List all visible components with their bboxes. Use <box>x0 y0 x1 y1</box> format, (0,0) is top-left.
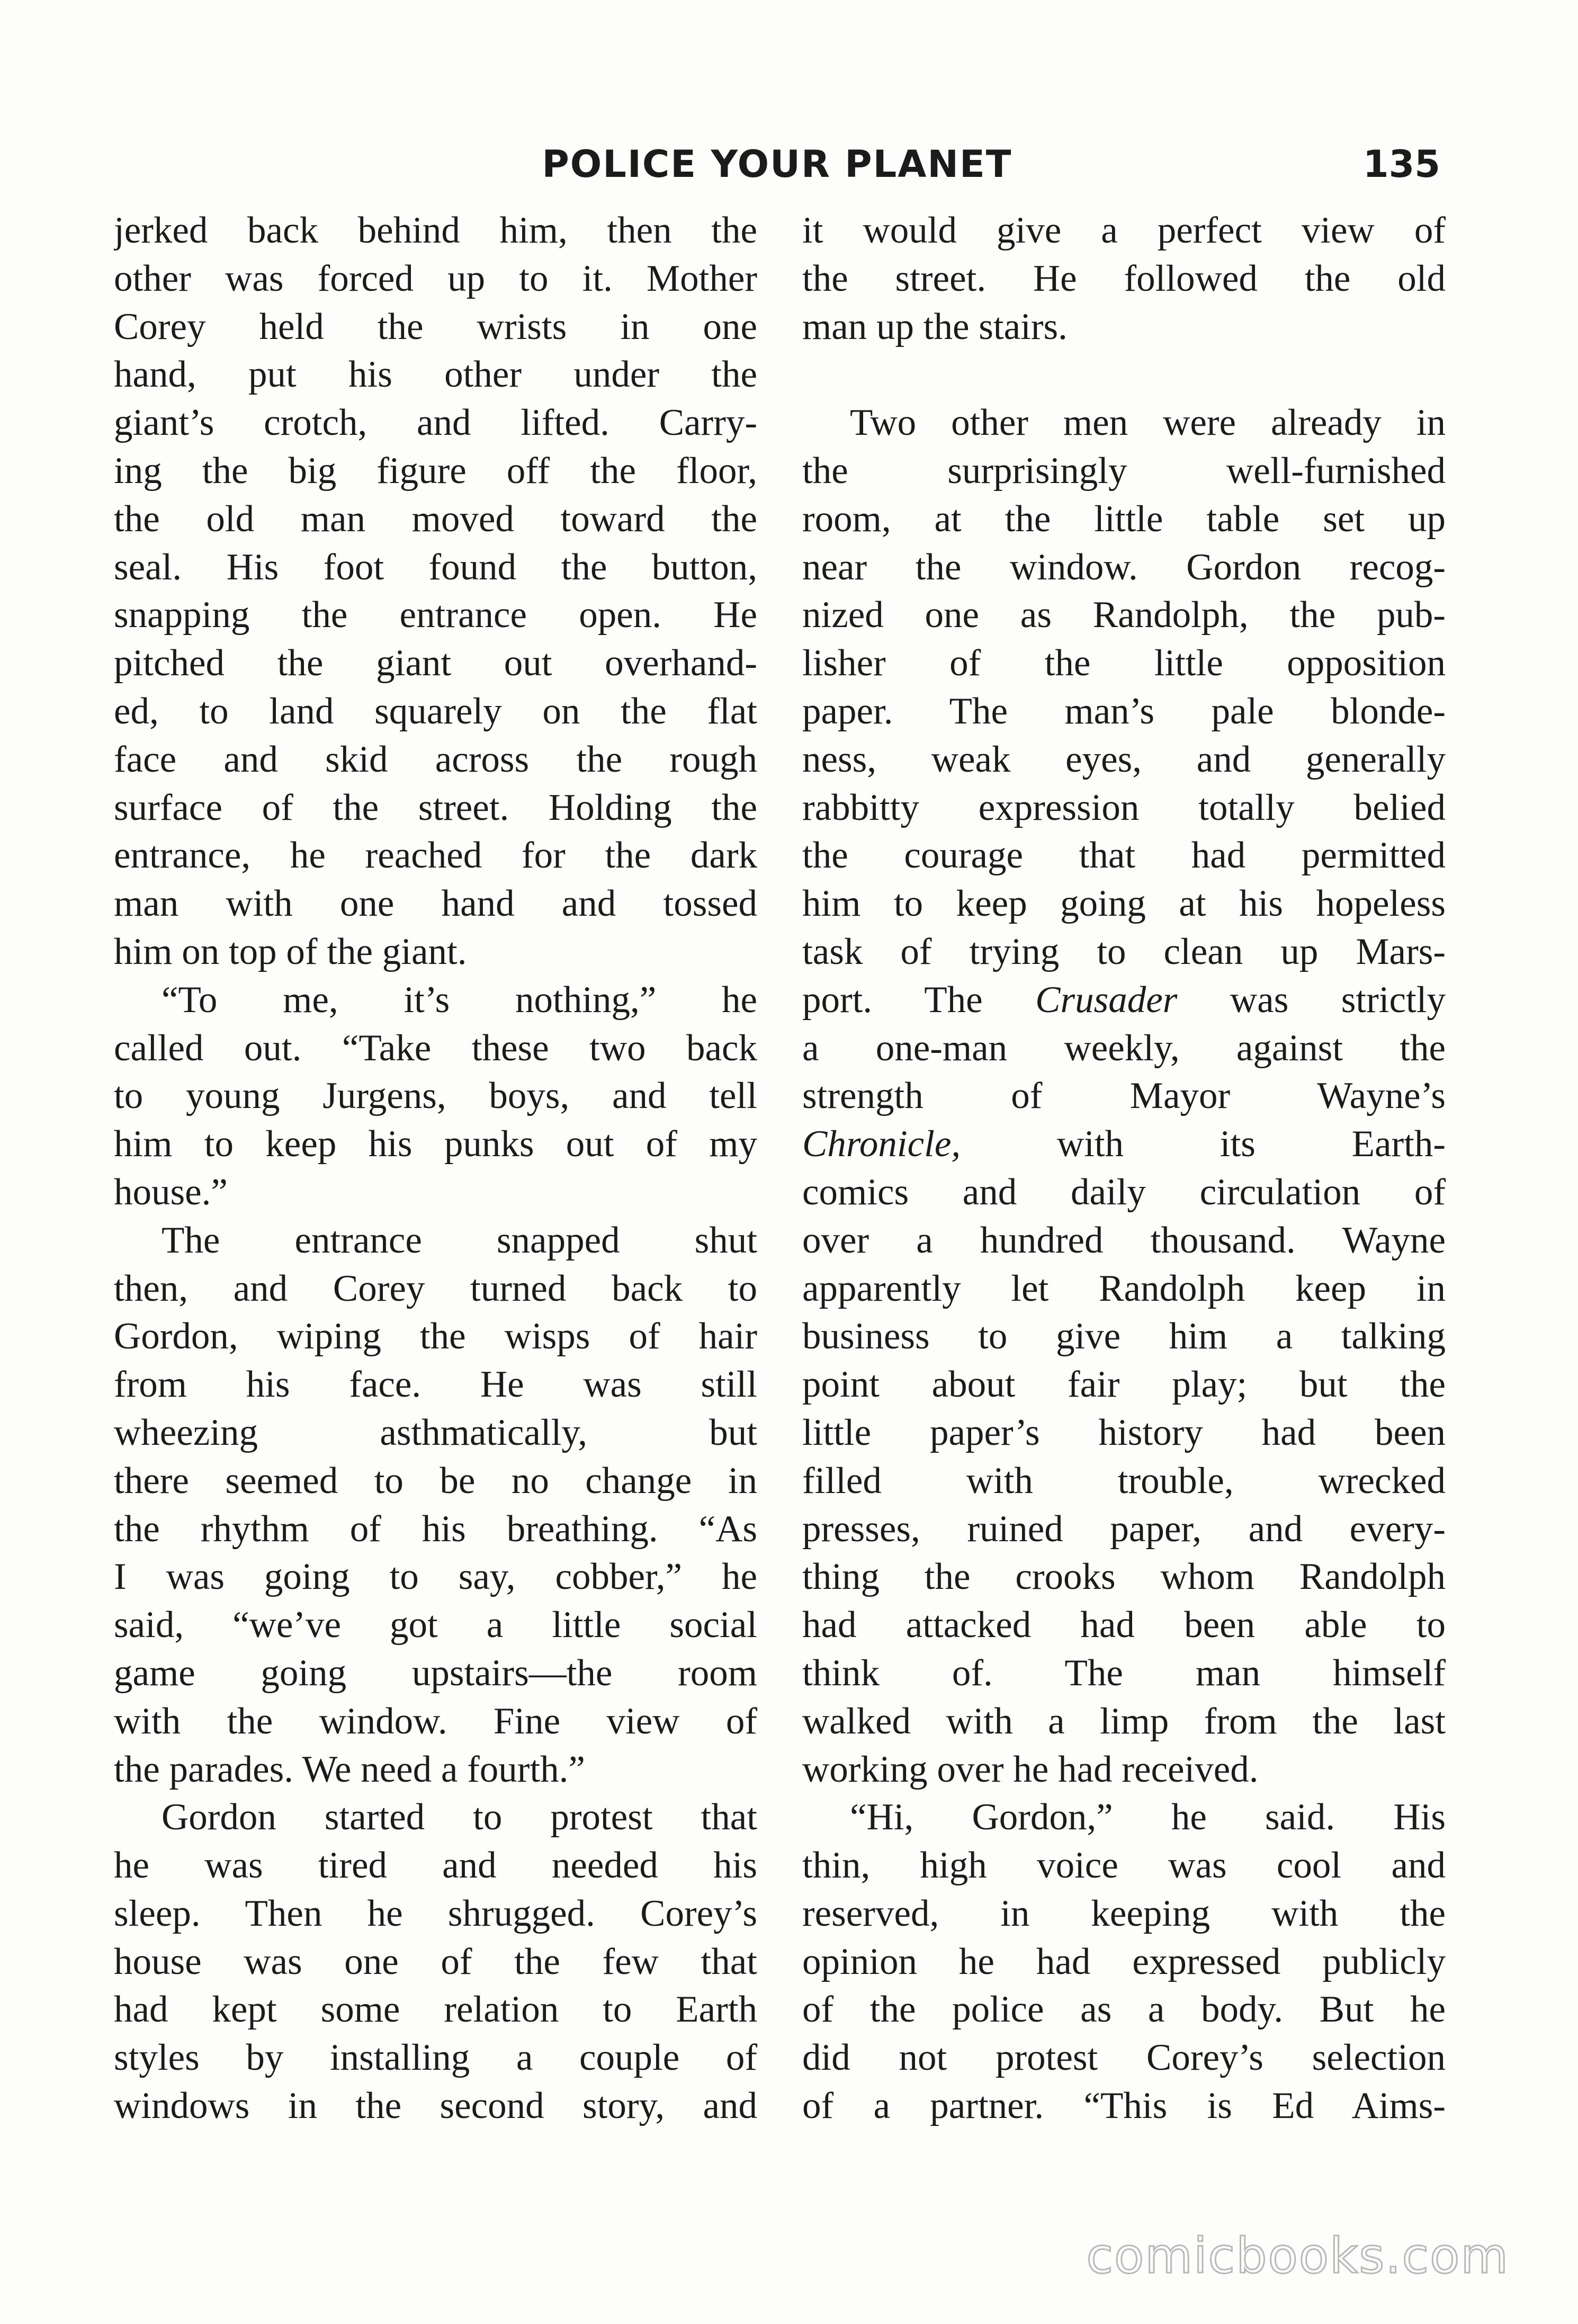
left-column-line: wheezing asthmatically, but <box>114 1411 757 1453</box>
right-column-line: a one-man weekly, against the <box>802 1027 1446 1069</box>
left-text-column <box>114 207 757 2130</box>
right-column-line: opinion he had expressed publicly <box>802 1941 1446 1982</box>
right-column-line: “Hi, Gordon,” he said. His <box>850 1796 1446 1838</box>
left-column-line: Gordon started to protest that <box>162 1796 757 1838</box>
left-column-line: with the window. Fine view of <box>114 1700 757 1742</box>
right-column-line: thin, high voice was cool and <box>802 1845 1446 1887</box>
left-column-line: then, and Corey turned back to <box>114 1267 757 1309</box>
right-column-line: comics and daily circulation of <box>802 1171 1446 1213</box>
right-column-line: near the window. Gordon recog- <box>802 546 1446 588</box>
left-column-line: The entrance snapped shut <box>162 1219 757 1261</box>
left-column-line: pitched the giant out overhand- <box>114 642 757 684</box>
left-column-line: seal. His foot found the button, <box>114 546 757 588</box>
right-column-line: business to give him a talking <box>802 1316 1446 1357</box>
left-column-line: game going upstairs—the room <box>114 1652 757 1694</box>
left-column-line: man with one hand and tossed <box>114 883 757 925</box>
left-column-line: Corey held the wrists in one <box>114 306 757 347</box>
left-column-line: the rhythm of his breathing. “As <box>114 1508 757 1550</box>
right-column-line: reserved, in keeping with the <box>802 1892 1446 1934</box>
right-column-line: paper. The man’s pale blonde- <box>802 690 1446 732</box>
right-column-line: over a hundred thousand. Wayne <box>802 1219 1446 1261</box>
left-column-line: styles by installing a couple of <box>114 2037 757 2079</box>
left-column-line: sleep. Then he shrugged. Corey’s <box>114 1892 757 1934</box>
left-column-line: from his face. He was still <box>114 1364 757 1406</box>
left-column-line: him on top of the giant. <box>114 931 467 972</box>
left-column-line: entrance, he reached for the dark <box>114 835 757 877</box>
right-column-line: rabbitty expression totally belied <box>802 786 1446 828</box>
right-column-line: strength of Mayor Wayne’s <box>802 1075 1446 1117</box>
page-number: 135 <box>1362 142 1440 186</box>
right-column-line: nized one as Randolph, the pub- <box>802 594 1446 636</box>
right-column-line: of a partner. “This is Ed Aims- <box>802 2085 1446 2127</box>
left-column-line: house was one of the few that <box>114 1941 757 1982</box>
right-column-line: little paper’s history had been <box>802 1411 1446 1453</box>
left-column-line: windows in the second story, and <box>114 2085 757 2127</box>
right-column-line: the courage that had permitted <box>802 835 1446 877</box>
running-title: POLICE YOUR PLANET <box>542 142 1012 186</box>
right-column-line: it would give a perfect view of <box>802 210 1446 251</box>
right-column-line: port. The Crusader was strictly <box>802 979 1446 1021</box>
right-column-line: the surprisingly well-furnished <box>802 450 1446 491</box>
left-column-line: the parades. We need a fourth.” <box>114 1748 585 1790</box>
left-column-line: other was forced up to it. Mother <box>114 257 757 299</box>
right-column-line: presses, ruined paper, and every- <box>802 1508 1446 1550</box>
left-column-line: jerked back behind him, then the <box>114 210 757 251</box>
left-column-line: “To me, it’s nothing,” he <box>162 979 757 1021</box>
left-column-line: there seemed to be no change in <box>114 1460 757 1501</box>
right-column-line: ness, weak eyes, and generally <box>802 738 1446 780</box>
left-column-line: ed, to land squarely on the flat <box>114 690 757 732</box>
right-column-line: man up the stairs. <box>802 306 1068 347</box>
right-column-line: point about fair play; but the <box>802 1364 1446 1406</box>
right-column-line: Chronicle, with its Earth- <box>802 1123 1446 1165</box>
right-column-line: task of trying to clean up Mars- <box>802 931 1446 972</box>
watermark-text: comicbooks.com <box>1086 2228 1509 2284</box>
right-column-line: working over he had received. <box>802 1748 1259 1790</box>
left-column-line: hand, put his other under the <box>114 354 757 396</box>
left-column-line: snapping the entrance open. He <box>114 594 757 636</box>
right-column-line: room, at the little table set up <box>802 498 1446 540</box>
left-column-line: to young Jurgens, boys, and tell <box>114 1075 757 1117</box>
right-column-line: did not protest Corey’s selection <box>802 2037 1446 2079</box>
running-header <box>114 135 1440 193</box>
left-column-line: had kept some relation to Earth <box>114 1989 757 2031</box>
left-column-line: Gordon, wiping the wisps of hair <box>114 1316 757 1357</box>
right-text-column <box>802 207 1446 2130</box>
left-column-line: he was tired and needed his <box>114 1845 757 1887</box>
left-column-line: house.” <box>114 1171 228 1213</box>
right-column-line: him to keep going at his hopeless <box>802 883 1446 925</box>
left-column-line: said, “we’ve got a little social <box>114 1604 757 1646</box>
right-column-line: had attacked had been able to <box>802 1604 1446 1646</box>
right-column-line: filled with trouble, wrecked <box>802 1460 1446 1501</box>
right-column-line: apparently let Randolph keep in <box>802 1267 1446 1309</box>
right-column-line: walked with a limp from the last <box>802 1700 1446 1742</box>
left-column-line: him to keep his punks out of my <box>114 1123 757 1165</box>
right-column-line: think of. The man himself <box>802 1652 1446 1694</box>
right-column-line: of the police as a body. But he <box>802 1989 1446 2031</box>
right-column-line: thing the crooks whom Randolph <box>802 1556 1446 1598</box>
left-column-line: giant’s crotch, and lifted. Carry- <box>114 402 757 444</box>
right-column-line: the street. He followed the old <box>802 257 1446 299</box>
right-column-line: Two other men were already in <box>850 402 1446 444</box>
left-column-line: the old man moved toward the <box>114 498 757 540</box>
left-column-line: I was going to say, cobber,” he <box>114 1556 757 1598</box>
left-column-line: ing the big figure off the floor, <box>114 450 757 491</box>
right-column-line: lisher of the little opposition <box>802 642 1446 684</box>
right-column-line <box>802 351 1446 399</box>
left-column-line: surface of the street. Holding the <box>114 786 757 828</box>
left-column-line: face and skid across the rough <box>114 738 757 780</box>
left-column-line: called out. “Take these two back <box>114 1027 757 1069</box>
